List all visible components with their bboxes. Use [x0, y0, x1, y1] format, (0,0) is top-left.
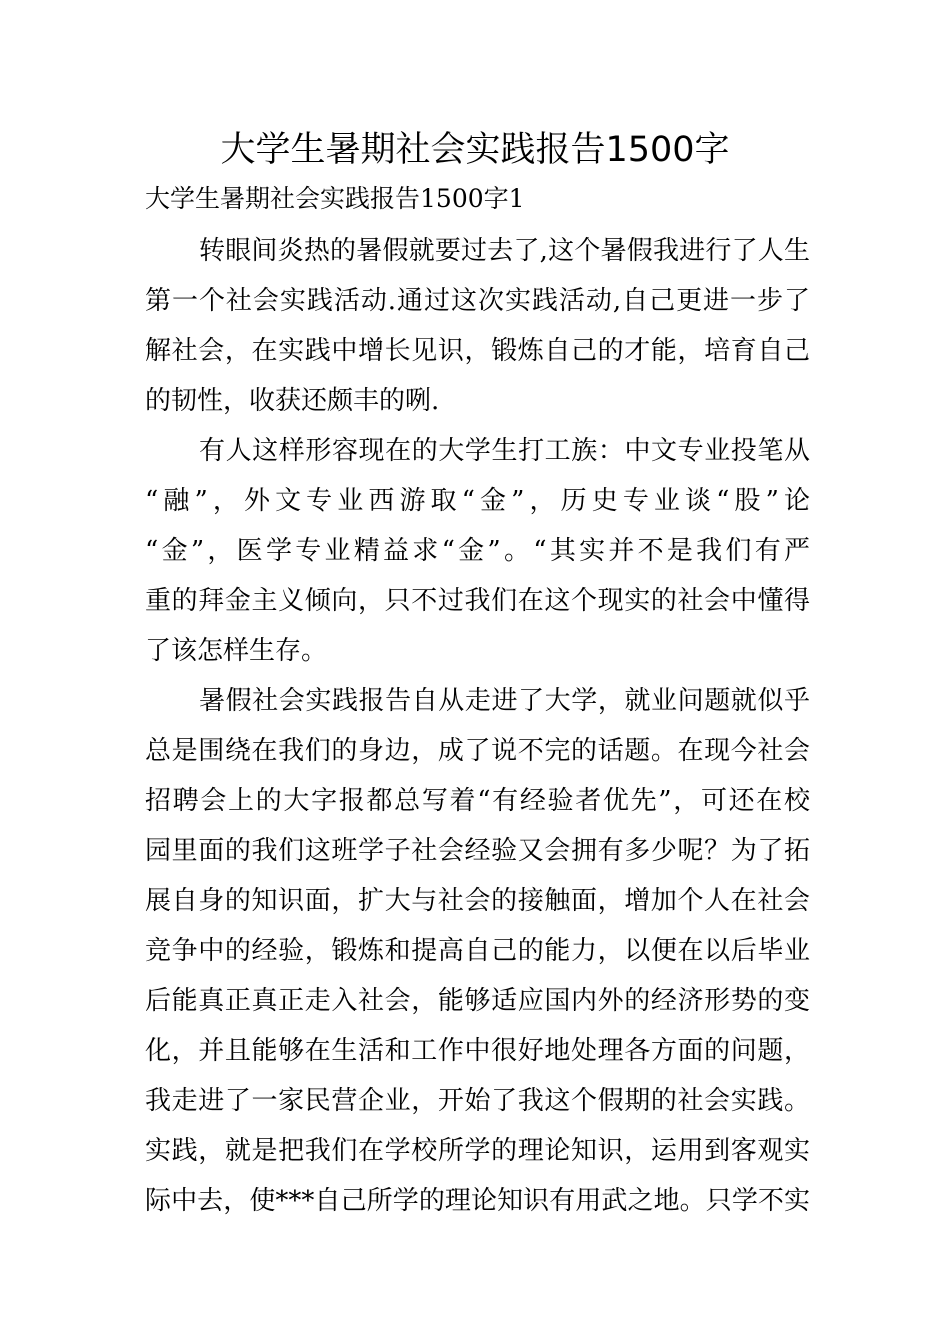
paragraph-line: “金”，医学专业精益求“金”。“其实并不是我们有严	[145, 536, 810, 566]
paragraph-3	[145, 676, 810, 1226]
document-subtitle: 大学生暑期社会实践报告1500字1	[145, 184, 525, 213]
paragraph-line: 总是围绕在我们的身边，成了说不完的话题。在现今社会	[145, 736, 810, 766]
paragraph-line: 际中去，使***自己所学的理论知识有用武之地。只学不实	[145, 1186, 810, 1216]
paragraph-line: 化，并且能够在生活和工作中很好地处理各方面的问题，	[145, 1036, 810, 1066]
paragraph-line: 竞争中的经验，锻炼和提高自己的能力，以便在以后毕业	[145, 936, 810, 966]
paragraph-line: 解社会，在实践中增长见识，锻炼自己的才能，培育自己	[145, 336, 810, 366]
document-body	[145, 226, 810, 1226]
paragraph-line: 的韧性，收获还颇丰的咧.	[145, 386, 440, 416]
paragraph-line: 重的拜金主义倾向，只不过我们在这个现实的社会中懂得	[145, 586, 810, 616]
paragraph-line: 后能真正真正走入社会，能够适应国内外的经济形势的变	[145, 986, 810, 1016]
paragraph-line: 转眼间炎热的暑假就要过去了,这个暑假我进行了人生	[199, 236, 810, 266]
paragraph-line: 我走进了一家民营企业，开始了我这个假期的社会实践。	[145, 1086, 810, 1116]
paragraph-line: 招聘会上的大字报都总写着“有经验者优先”，可还在校	[145, 786, 810, 816]
document-title: 大学生暑期社会实践报告1500字	[220, 130, 730, 170]
paragraph-line: 有人这样形容现在的大学生打工族：中文专业投笔从	[199, 436, 810, 466]
paragraph-line: 展自身的知识面，扩大与社会的接触面，增加个人在社会	[145, 886, 810, 916]
paragraph-1	[145, 226, 810, 426]
paragraph-line: 园里面的我们这班学子社会经验又会拥有多少呢？为了拓	[145, 836, 810, 866]
paragraph-line: 实践，就是把我们在学校所学的理论知识，运用到客观实	[145, 1136, 810, 1166]
paragraph-line: 第一个社会实践活动.通过这次实践活动,自己更进一步了	[145, 286, 810, 316]
paragraph-line: 了该怎样生存。	[145, 636, 328, 666]
paragraph-2	[145, 426, 810, 676]
paragraph-line: 暑假社会实践报告自从走进了大学，就业问题就似乎	[199, 686, 810, 716]
paragraph-line: “融”，外文专业西游取“金”，历史专业谈“股”论	[145, 486, 810, 516]
